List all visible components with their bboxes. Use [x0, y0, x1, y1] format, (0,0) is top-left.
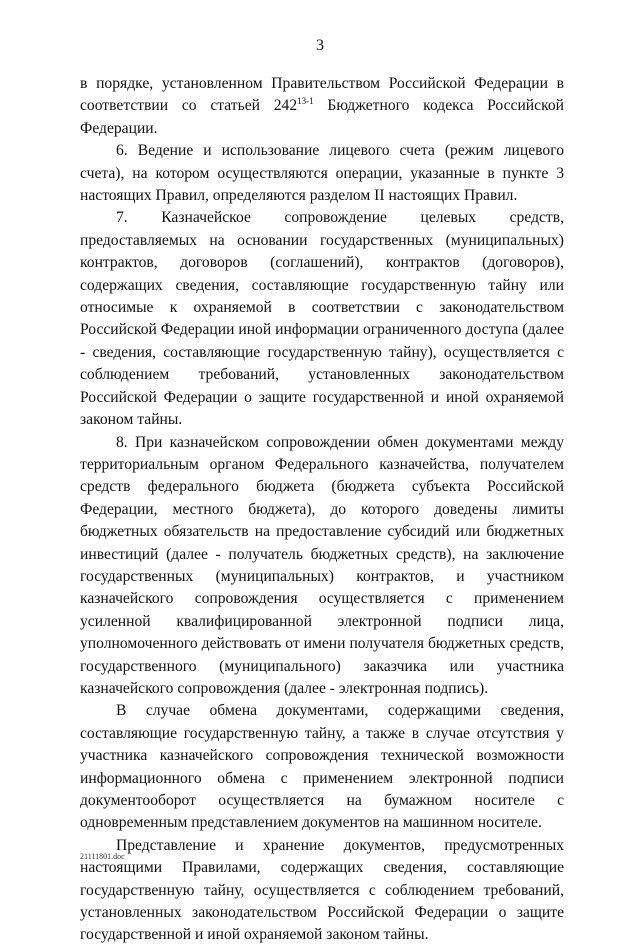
paragraph-continuation	[80, 73, 564, 140]
article-superscript: 13-1	[297, 96, 314, 107]
page-number: 3	[316, 37, 324, 54]
paragraph-item-6: 6. Ведение и использование лицевого счета (режим лицевого счета), на котором осуществляются операции, указанные в пункте 3 настоящих Правил, определяются разделом II настоящих Правил.	[80, 142, 564, 205]
paragraph-item-7: 7. Казначейское сопровождение целевых средств, предоставляемых на основании государственных (муниципальных) контрактов, договоров (соглашений), контрактов (договоров), содержащих сведения, составляющие государственную тайну или относимые к охраняемой в соответствии с законодательством Российской Федерации иной информации ограниченного доступа (далее - сведения, составляющие государственную тайну), осуществляется с соблюдением требований, установленных законодательством Российской Федерации о защите государственной и иной охраняемой законом тайны.	[80, 209, 564, 429]
paragraph-text: в порядке, установленном Правительством Российской Федерации в соответствии со статьей 242	[80, 75, 564, 115]
paragraph-text: Бюджетного кодекса Российской Федерации.	[80, 97, 564, 137]
paragraph-document-storage: Представление и хранение документов, предусмотренных настоящими Правилами, содержащих сведения, составляющие государственную тайну, осуществляется с соблюдением требований, установленных законодательством Российской Федерации о защите государственной и иной охраняемой законом тайны.	[80, 836, 564, 944]
paragraph-exchange-case: В случае обмена документами, содержащими сведения, составляющие государственную тайну, а также в случае отсутствия у участника казначейского сопровождения технической возможности информационного обмена с применением электронной подписи документооборот осуществляется на бумажном носителе с одновременным представлением документов на машинном носителе.	[80, 702, 564, 832]
document-body	[80, 73, 564, 947]
document-filename: 21111801.doc	[80, 852, 125, 861]
paragraph-item-8: 8. При казначейском сопровождении обмен документами между территориальным органом Федерального казначейства, получателем средств федерального бюджета (бюджета субъекта Российской Федерации, местного бюджета), до которого доведены лимиты бюджетных обязательств на предоставление субсидий или бюджетных инвестиций (далее - получатель бюджетных средств), на заключение государственных (муниципальных) контрактов, и участником казначейского сопровождения осуществляется с применением усиленной квалифицированной электронной подписи лица, уполномоченного действовать от имени получателя бюджетных средств, государственного (муниципального) заказчика или участника казначейского сопровождения (далее - электронная подпись).	[80, 433, 564, 697]
